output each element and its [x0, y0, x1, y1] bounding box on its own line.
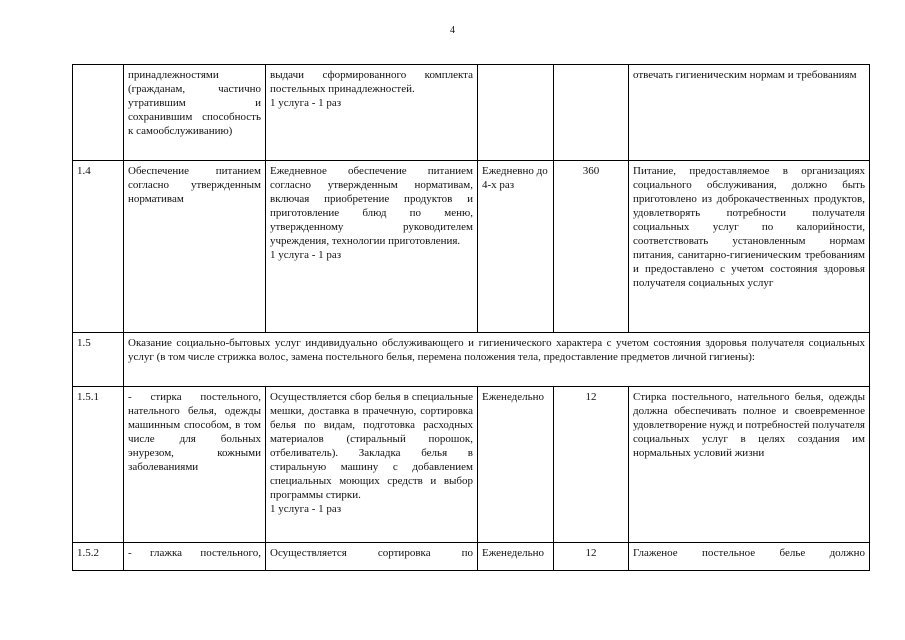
cell-merged-heading: Оказание социально-бытовых услуг индивидуально обслуживающего и гигиенического характера с учетом состояния здоровья получателя социальных услуг (в том числе стрижка волос, замена постельного белья, перемена положения тела, предоставление предметов личной гигиены):: [124, 333, 870, 387]
cell-num: 1.4: [73, 161, 124, 333]
cell-num: [73, 65, 124, 161]
services-table: [72, 64, 870, 571]
quality-text: Глаженое постельное белье должно: [633, 547, 865, 559]
cell-frequency: Ежедневно до 4-х раз: [478, 161, 554, 333]
cell-quality: Питание, предоставляемое в организациях социального обслуживания, должно быть приготовлено из доброкачественных продуктов, удовлетворять потребности получателя социальных услуг по калорийности, соответствовать установленным нормам питания, санитарно-гигиеническим требованиям и предоставлено с учетом состояния здоровья получателя социальных услуг: [629, 161, 870, 333]
cell-frequency: Еженедельно: [478, 543, 554, 571]
cell-description: [266, 65, 478, 161]
cell-description: [266, 161, 478, 333]
cell-service-name: [124, 65, 266, 161]
cell-volume: 12: [554, 387, 629, 543]
unit-text: 1 услуга - 1 раз: [270, 503, 342, 515]
cell-description: [266, 543, 478, 571]
cell-num: 1.5.2: [73, 543, 124, 571]
cell-service-name: [124, 543, 266, 571]
unit-text: 1 услуга - 1 раз: [270, 97, 342, 109]
description-text: Ежедневное обеспечение питанием согласно утвержденным нормативам, включая приобретение продуктов и приготовление блюд по меню, утвержденному руководителем учреждения, технологии приготовления.: [270, 165, 473, 247]
table-row: [73, 161, 870, 333]
page-number: 4: [450, 25, 455, 36]
cell-frequency: [478, 65, 554, 161]
table-row: [73, 387, 870, 543]
cell-quality: отвечать гигиеническим нормам и требованиям: [629, 65, 870, 161]
cell-service-name: - стирка постельного, нательного белья, одежды машинным способом, в том числе для больных энурезом, кожными заболеваниями: [124, 387, 266, 543]
service-name-text: принадлежностями (гражданам, частично утратившим и сохранившим способность к самообслуживанию): [128, 69, 261, 137]
description-text: Осуществляется сортировка по: [270, 547, 473, 559]
cell-description: [266, 387, 478, 543]
table-row: [73, 543, 870, 571]
cell-quality: Стирка постельного, нательного белья, одежды должна обеспечивать полное и своевременное удовлетворение нужд и потребностей получателя социальных услуг в целях создания им нормальных условий жизни: [629, 387, 870, 543]
cell-volume: [554, 65, 629, 161]
unit-text: 1 услуга - 1 раз: [270, 249, 342, 261]
cell-num: 1.5.1: [73, 387, 124, 543]
description-text: Осуществляется сбор белья в специальные мешки, доставка в прачечную, сортировка белья по видам, подготовка расходных материалов (стиральный порошок, отбеливатель). Закладка белья в стиральную машину с добавлением специальных моющих средств и выбор программы стирки.: [270, 391, 473, 501]
table-row: [73, 333, 870, 387]
cell-volume: 12: [554, 543, 629, 571]
cell-num: 1.5: [73, 333, 124, 387]
service-name-text: - глажка постельного,: [128, 547, 261, 559]
cell-service-name: Обеспечение питанием согласно утвержденным нормативам: [124, 161, 266, 333]
cell-frequency: Еженедельно: [478, 387, 554, 543]
cell-quality: [629, 543, 870, 571]
table-row: [73, 65, 870, 161]
description-text: выдачи сформированного комплекта постельных принадлежностей.: [270, 69, 473, 95]
cell-volume: 360: [554, 161, 629, 333]
